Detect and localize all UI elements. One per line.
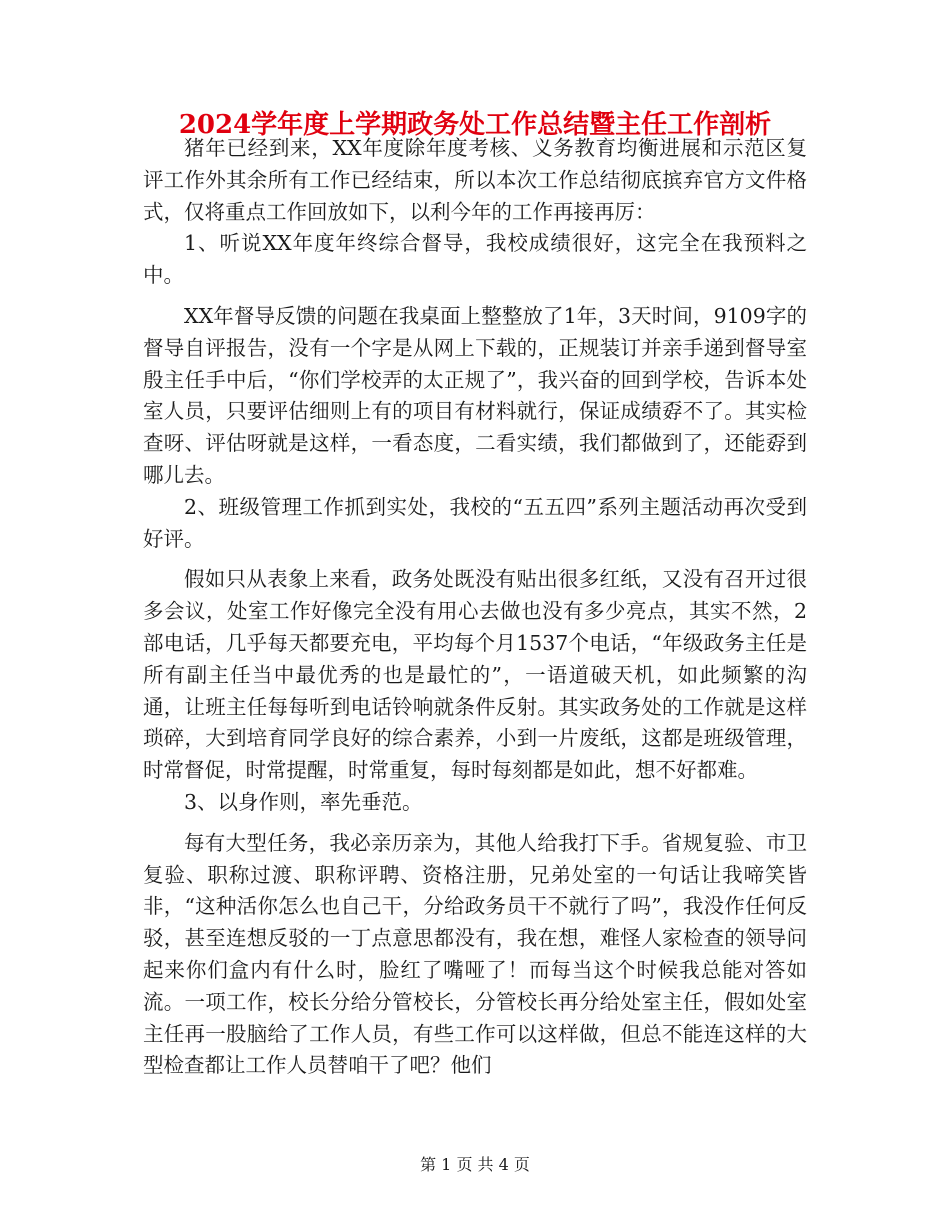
paragraph-heading-3: 3、以身作则，率先垂范。 bbox=[184, 789, 423, 814]
page-title: 2024学年度上学期政务处工作总结暨主任工作剖析 bbox=[178, 110, 772, 140]
paragraph-leading-by-example: 每有大型任务，我必亲历亲为，其他人给我打下手。省规复验、市卫复验、职称过渡、职称评聘、资格注册，兄弟处室的一句话让我啼笑皆非，“这种活你怎么也自己干，分给政务员干不就行了吗”，我没作任何反驳，甚至连想反驳的一丁点意思都没有，我在想，难怪人家检查的领导问起来你们盒内有什么时，脸红了嘴哑了！而每当这个时候我总能对答如流。一项工作，校长分给分管校长，分管校长再分给处室主任，假如处室主任再一股脑给了工作人员，有些工作可以这样做，但总不能连这样的大型检查都让工作人员替咱干了吧？他们 bbox=[143, 830, 807, 1078]
paragraph-intro: 猪年已经到来，XX年度除年度考核、义务教育均衡进展和示范区复评工作外其余所有工作已经结束，所以本次工作总结彻底摈弃官方文件格式，仅将重点工作回放如下，以利今年的工作再接再厉： bbox=[143, 136, 807, 224]
paragraph-heading-1: 1、听说XX年度年终综合督导，我校成绩很好，这完全在我预料之中。 bbox=[143, 231, 807, 288]
paragraph-supervision: XX年督导反馈的问题在我桌面上整整放了1年，3天时间，9109字的督导自评报告，没有一个字是从网上下载的，正规装订并亲手递到督导室殷主任手中后，“你们学校弄的太正规了”，我兴奋的回到学校，告诉本处室人员，只要评估细则上有的项目有材料就行，保证成绩孬不了。其实检查呀、评估呀就是这样，一看态度，二看实绩，我们都做到了，还能孬到哪儿去。 bbox=[143, 303, 807, 487]
paragraph-heading-2: 2、班级管理工作抓到实处，我校的“五五四”系列主题活动再次受到好评。 bbox=[143, 494, 807, 551]
paragraph-class-management: 假如只从表象上来看，政务处既没有贴出很多红纸，又没有召开过很多会议，处室工作好像完全没有用心去做也没有多少亮点，其实不然，2部电话，几乎每天都要充电，平均每个月1537个电话，“年级政务主任是所有副主任当中最优秀的也是最忙的”，一语道破天机，如此频繁的沟通，让班主任每每听到电话铃响就条件反射。其实政务处的工作就是这样琐碎，大到培育同学良好的综合素养，小到一片废纸，这都是班级管理，时常督促，时常提醒，时常重复，每时每刻都是如此，想不好都难。 bbox=[143, 567, 807, 783]
page-footer: 第 1 页 共 4 页 bbox=[420, 1155, 530, 1174]
document-body bbox=[143, 133, 807, 1082]
